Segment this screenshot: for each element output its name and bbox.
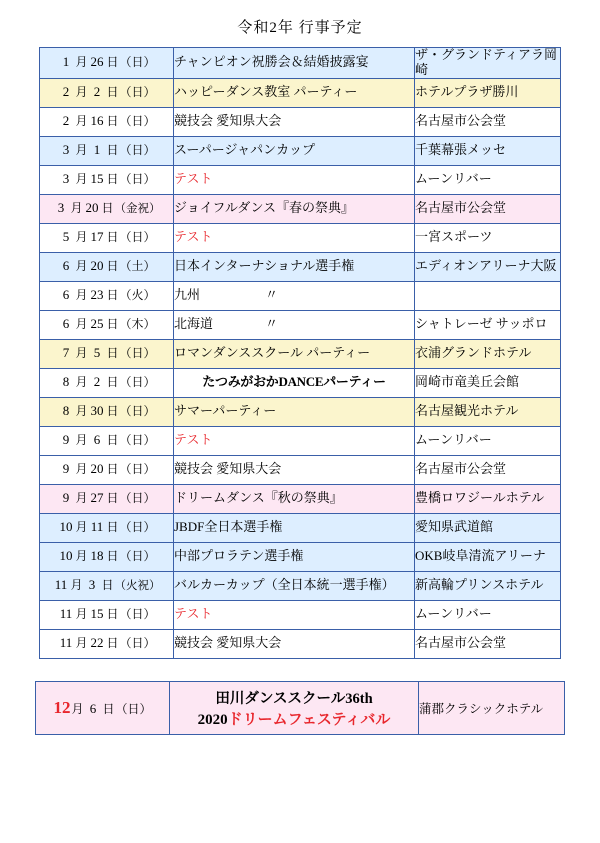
day-unit: 日 xyxy=(106,404,119,419)
date-month: 3 xyxy=(62,142,70,158)
date-month: 9 xyxy=(62,461,70,477)
day-unit: 日 xyxy=(101,578,114,593)
row-event: たつみがおかDANCEパーティー xyxy=(174,368,415,397)
row-venue: 名古屋観光ホテル xyxy=(415,397,561,426)
row-event: テスト xyxy=(174,600,415,629)
row-venue: ホテルプラザ勝川 xyxy=(415,78,561,107)
featured-venue: 蒲郡クラシックホテル xyxy=(419,681,565,734)
date-dow: （日） xyxy=(119,491,156,506)
row-date xyxy=(40,136,174,165)
date-dow: （日） xyxy=(119,375,156,390)
row-venue: 豊橋ロワジールホテル xyxy=(415,484,561,513)
day-unit: 日 xyxy=(106,433,119,448)
day-unit: 日 xyxy=(106,288,119,303)
date-month: 8 xyxy=(62,374,70,390)
row-event: ジョイフルダンス『春の祭典』 xyxy=(174,194,415,223)
date-day: 17 xyxy=(90,229,104,245)
date-dow: （火祝） xyxy=(114,580,161,593)
month-unit: 月 xyxy=(75,143,88,158)
row-date xyxy=(40,78,174,107)
month-unit: 月 xyxy=(75,55,88,70)
table-row xyxy=(40,484,561,513)
row-date xyxy=(40,310,174,339)
row-event: 北海道 〃 xyxy=(174,310,415,339)
table-row xyxy=(40,542,561,571)
row-date xyxy=(40,484,174,513)
month-unit: 月 xyxy=(75,462,88,477)
schedule-table xyxy=(39,47,561,659)
row-venue: ムーンリバー xyxy=(415,600,561,629)
month-unit: 月 xyxy=(75,172,88,187)
row-date xyxy=(40,223,174,252)
month-unit: 月 xyxy=(75,114,88,129)
row-venue: ムーンリバー xyxy=(415,165,561,194)
day-unit: 日 xyxy=(102,701,115,716)
row-event: テスト xyxy=(174,165,415,194)
schedule-table-body xyxy=(40,48,561,659)
date-month: 1 xyxy=(62,54,70,70)
row-event: ハッピーダンス教室 パーティー xyxy=(174,78,415,107)
date-dow: （金祝） xyxy=(114,203,161,216)
day-unit: 日 xyxy=(106,230,119,245)
table-row xyxy=(40,165,561,194)
row-date xyxy=(40,368,174,397)
row-event: バルカーカップ（全日本統一選手権） xyxy=(174,571,415,600)
day-unit: 日 xyxy=(106,114,119,129)
date-dow: （土） xyxy=(119,259,156,274)
day-unit: 日 xyxy=(106,607,119,622)
featured-date xyxy=(36,681,170,734)
featured-event-year: 2020 xyxy=(197,711,228,728)
row-event: 中部プロラテン選手権 xyxy=(174,542,415,571)
day-unit: 日 xyxy=(106,346,119,361)
date-day: 16 xyxy=(90,113,104,129)
row-venue: ムーンリバー xyxy=(415,426,561,455)
table-row xyxy=(40,455,561,484)
table-row xyxy=(40,571,561,600)
date-dow: （日） xyxy=(119,346,156,361)
row-venue: 愛知県武道館 xyxy=(415,513,561,542)
row-event: ロマンダンススクール パーティー xyxy=(174,339,415,368)
table-row xyxy=(40,78,561,107)
row-date xyxy=(40,629,174,658)
month-unit: 月 xyxy=(75,259,88,274)
table-row xyxy=(40,281,561,310)
featured-event-body xyxy=(36,681,565,734)
row-date xyxy=(40,455,174,484)
date-day: 3 xyxy=(88,577,96,593)
date-dow: （日） xyxy=(119,143,156,158)
row-date xyxy=(40,107,174,136)
day-unit: 日 xyxy=(106,462,119,477)
row-event: ドリームダンス『秋の祭典』 xyxy=(174,484,415,513)
month-unit: 月 xyxy=(71,701,84,716)
row-venue: 名古屋市公会堂 xyxy=(415,107,561,136)
month-unit: 月 xyxy=(75,230,88,245)
month-unit: 月 xyxy=(75,346,88,361)
month-unit: 月 xyxy=(75,520,88,535)
row-venue: OKB岐阜清流アリーナ xyxy=(415,542,561,571)
day-unit: 日 xyxy=(106,549,119,564)
month-unit: 月 xyxy=(75,491,88,506)
day-unit: 日 xyxy=(106,520,119,535)
featured-event-row xyxy=(36,681,565,734)
date-day: 1 xyxy=(93,142,101,158)
month-unit: 月 xyxy=(75,404,88,419)
row-event: JBDF全日本選手権 xyxy=(174,513,415,542)
row-event: テスト xyxy=(174,223,415,252)
table-row xyxy=(40,397,561,426)
date-month: 10 xyxy=(59,548,73,564)
table-row xyxy=(40,600,561,629)
date-dow: （日） xyxy=(119,433,156,448)
month-unit: 月 xyxy=(75,288,88,303)
row-event: チャンピオン祝勝会＆結婚披露宴 xyxy=(174,48,415,79)
month-unit: 月 xyxy=(70,201,83,216)
row-event: サマーパーティー xyxy=(174,397,415,426)
row-venue: 名古屋市公会堂 xyxy=(415,194,561,223)
day-unit: 日 xyxy=(106,172,119,187)
date-month: 11 xyxy=(54,577,68,593)
day-unit: 日 xyxy=(106,85,119,100)
row-date xyxy=(40,339,174,368)
month-unit: 月 xyxy=(75,433,88,448)
row-date xyxy=(40,397,174,426)
row-venue: 岡崎市竜美丘会館 xyxy=(415,368,561,397)
date-dow: （日） xyxy=(119,172,156,187)
date-day: 15 xyxy=(90,606,104,622)
row-event: 日本インターナショナル選手権 xyxy=(174,252,415,281)
date-month: 10 xyxy=(59,519,73,535)
row-venue: 衣浦グランドホテル xyxy=(415,339,561,368)
date-day: 22 xyxy=(90,635,104,651)
date-month: 6 xyxy=(62,287,70,303)
day-unit: 日 xyxy=(106,491,119,506)
date-dow: （日） xyxy=(119,607,156,622)
date-day: 2 xyxy=(93,374,101,390)
date-day: 25 xyxy=(90,316,104,332)
month-unit: 月 xyxy=(75,636,88,651)
day-unit: 日 xyxy=(106,143,119,158)
date-dow: （日） xyxy=(119,55,156,70)
row-date xyxy=(40,194,174,223)
date-dow: （木） xyxy=(119,317,156,332)
page-title: 令和2年 行事予定 xyxy=(237,20,363,36)
date-month: 9 xyxy=(62,432,70,448)
date-day: 30 xyxy=(90,403,104,419)
row-date xyxy=(40,571,174,600)
row-event: 競技会 愛知県大会 xyxy=(174,629,415,658)
row-venue: 一宮スポーツ xyxy=(415,223,561,252)
row-venue: 名古屋市公会堂 xyxy=(415,629,561,658)
featured-event-line1: 田川ダンススクール36th xyxy=(215,690,373,707)
featured-date-month: 12 xyxy=(53,697,71,717)
date-dow: （日） xyxy=(119,462,156,477)
table-row xyxy=(40,223,561,252)
date-dow: （火） xyxy=(119,288,156,303)
date-day: 18 xyxy=(90,548,104,564)
date-dow: （日） xyxy=(119,404,156,419)
row-event: 競技会 愛知県大会 xyxy=(174,107,415,136)
date-month: 3 xyxy=(62,171,70,187)
row-venue: 名古屋市公会堂 xyxy=(415,455,561,484)
day-unit: 日 xyxy=(106,317,119,332)
date-month: 9 xyxy=(62,490,70,506)
table-row xyxy=(40,629,561,658)
date-dow: （日） xyxy=(119,549,156,564)
row-event: 競技会 愛知県大会 xyxy=(174,455,415,484)
month-unit: 月 xyxy=(75,607,88,622)
date-dow: （日） xyxy=(119,636,156,651)
table-row xyxy=(40,194,561,223)
row-event: テスト xyxy=(174,426,415,455)
date-month: 11 xyxy=(59,635,73,651)
table-row xyxy=(40,368,561,397)
featured-date-day: 6 xyxy=(89,700,97,716)
date-dow: （日） xyxy=(119,85,156,100)
table-row xyxy=(40,310,561,339)
date-month: 2 xyxy=(62,113,70,129)
table-row xyxy=(40,513,561,542)
row-date xyxy=(40,48,174,79)
featured-event-line2 xyxy=(174,708,414,729)
month-unit: 月 xyxy=(75,85,88,100)
row-date xyxy=(40,165,174,194)
date-day: 20 xyxy=(85,200,99,216)
row-venue: 千葉幕張メッセ xyxy=(415,136,561,165)
row-date xyxy=(40,513,174,542)
date-day: 27 xyxy=(90,490,104,506)
date-month: 2 xyxy=(62,84,70,100)
row-venue: シャトレーゼ サッポロ xyxy=(415,310,561,339)
table-row xyxy=(40,426,561,455)
day-unit: 日 xyxy=(101,201,114,216)
month-unit: 月 xyxy=(75,317,88,332)
month-unit: 月 xyxy=(75,549,88,564)
featured-event xyxy=(170,681,419,734)
date-month: 5 xyxy=(62,229,70,245)
month-unit: 月 xyxy=(75,375,88,390)
date-day: 11 xyxy=(90,519,104,535)
row-date xyxy=(40,252,174,281)
section-gap xyxy=(0,659,600,681)
row-venue xyxy=(415,281,561,310)
date-dow: （日） xyxy=(119,114,156,129)
date-month: 6 xyxy=(62,316,70,332)
featured-event-name: ドリームフェスティバル xyxy=(227,711,391,728)
table-row xyxy=(40,48,561,79)
date-dow: （日） xyxy=(119,230,156,245)
date-month: 11 xyxy=(59,606,73,622)
date-month: 3 xyxy=(57,200,65,216)
day-unit: 日 xyxy=(106,259,119,274)
date-day: 23 xyxy=(90,287,104,303)
featured-event-table xyxy=(35,681,565,735)
row-date xyxy=(40,542,174,571)
row-event: 九州 〃 xyxy=(174,281,415,310)
date-month: 6 xyxy=(62,258,70,274)
row-venue: 新高輪プリンスホテル xyxy=(415,571,561,600)
row-venue: エディオンアリーナ大阪 xyxy=(415,252,561,281)
date-day: 2 xyxy=(93,84,101,100)
day-unit: 日 xyxy=(106,636,119,651)
row-date xyxy=(40,281,174,310)
row-date xyxy=(40,426,174,455)
table-row xyxy=(40,339,561,368)
date-day: 26 xyxy=(90,54,104,70)
day-unit: 日 xyxy=(106,55,119,70)
row-venue: ザ・グランドティアラ岡崎 xyxy=(415,48,561,79)
date-day: 5 xyxy=(93,345,101,361)
date-day: 20 xyxy=(90,461,104,477)
date-day: 6 xyxy=(93,432,101,448)
date-dow: （日） xyxy=(119,520,156,535)
row-event: スーパージャパンカップ xyxy=(174,136,415,165)
day-unit: 日 xyxy=(106,375,119,390)
featured-date-dow: （日） xyxy=(115,701,152,716)
row-date xyxy=(40,600,174,629)
month-unit: 月 xyxy=(70,578,83,593)
table-row xyxy=(40,107,561,136)
date-month: 7 xyxy=(62,345,70,361)
date-month: 8 xyxy=(62,403,70,419)
date-day: 15 xyxy=(90,171,104,187)
date-day: 20 xyxy=(90,258,104,274)
table-row xyxy=(40,252,561,281)
table-row xyxy=(40,136,561,165)
